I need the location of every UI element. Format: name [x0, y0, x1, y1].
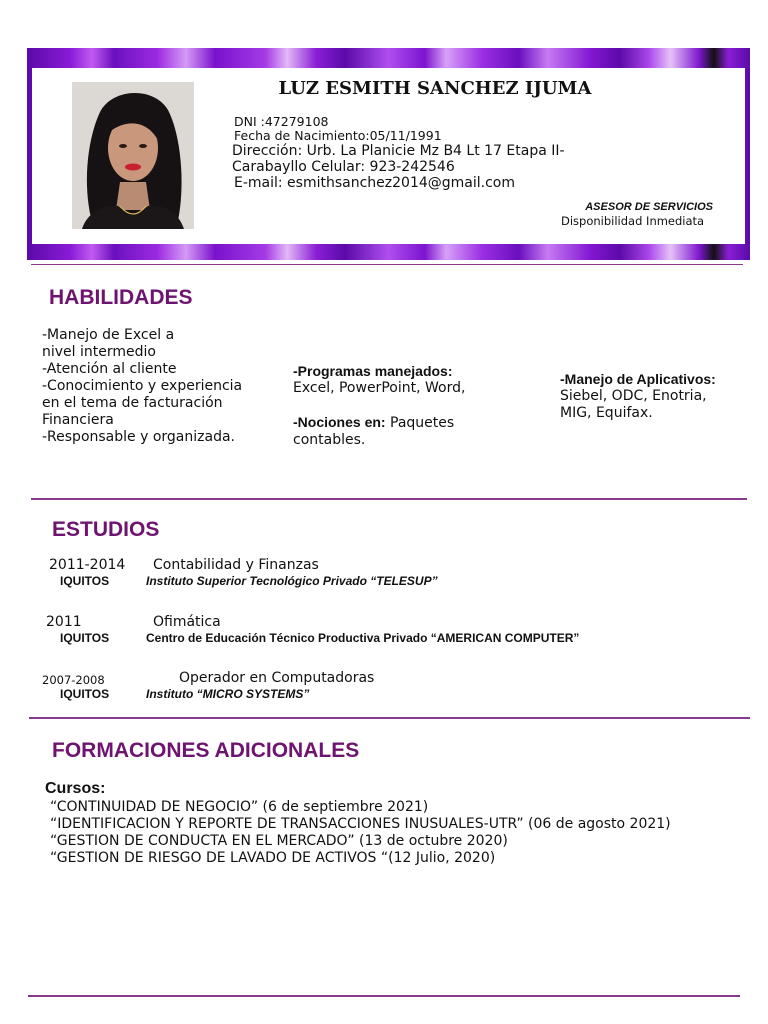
study-years: 2011: [46, 614, 82, 630]
section-title-estudios: ESTUDIOS: [52, 518, 160, 541]
course-item: “GESTION DE RIESGO DE LAVADO DE ACTIVOS “(12 Julio, 2020): [50, 850, 496, 866]
study-years: 2011-2014: [49, 557, 126, 573]
candidate-name: LUZ ESMITH SANCHEZ IJUMA: [278, 78, 592, 99]
skill-line: en el tema de facturación: [42, 395, 223, 411]
course-item: “GESTION DE CONDUCTA EN EL MERCADO” (13 de octubre 2020): [50, 833, 508, 849]
courses-list: [50, 799, 671, 867]
skills-list: [42, 327, 242, 446]
skill-line: -Manejo de Excel a: [42, 327, 175, 343]
job-role: ASESOR DE SERVICIOS: [585, 201, 713, 213]
course-item: “CONTINUIDAD DE NEGOCIO” (6 de septiembre 2021): [50, 799, 429, 815]
study-course: Operador en Computadoras: [179, 670, 375, 686]
study-city: IQUITOS: [60, 687, 110, 701]
skill-line: -Responsable y organizada.: [42, 429, 235, 445]
apps-value-2: MIG, Equifax.: [560, 405, 653, 421]
study-course: Contabilidad y Finanzas: [153, 557, 319, 573]
nociones-label: -Nociones en:: [293, 414, 386, 430]
study-city: IQUITOS: [60, 574, 110, 588]
course-item: “IDENTIFICACION Y REPORTE DE TRANSACCIONES INUSUALES-UTR” (06 de agosto 2021): [50, 816, 671, 832]
study-institution: Centro de Educación Técnico Productiva Privado “AMERICAN COMPUTER”: [146, 631, 580, 645]
programs-label: -Programas manejados:: [293, 363, 453, 379]
divider: [29, 717, 750, 719]
dni-text: DNI :47279108: [234, 114, 329, 129]
programs-block: [293, 363, 465, 449]
divider: [31, 498, 747, 500]
study-city: IQUITOS: [60, 631, 110, 645]
address-line-2: Carabayllo Celular: 923-242546: [232, 159, 455, 175]
apps-block: [560, 371, 716, 422]
section-title-habilidades: HABILIDADES: [49, 286, 193, 309]
study-institution: Instituto Superior Tecnológico Privado “TELESUP”: [146, 574, 438, 588]
address-line-1: Dirección: Urb. La Planicie Mz B4 Lt 17 Etapa II-: [232, 143, 565, 159]
birth-date: Fecha de Nacimiento:05/11/1991: [234, 128, 442, 143]
nociones-value: Paquetes: [390, 415, 455, 431]
skill-line: -Atención al cliente: [42, 361, 177, 377]
skill-line: Financiera: [42, 412, 114, 428]
programs-value: Excel, PowerPoint, Word,: [293, 380, 466, 396]
skill-line: nivel intermedio: [42, 344, 156, 360]
divider: [28, 995, 740, 997]
courses-label: Cursos:: [45, 780, 106, 797]
profile-photo: [72, 82, 194, 229]
availability: Disponibilidad Inmediata: [561, 214, 705, 228]
email-text: E-mail: esmithsanchez2014@gmail.com: [234, 175, 515, 191]
apps-value-1: Siebel, ODC, Enotria,: [560, 388, 707, 404]
study-course: Ofimática: [153, 614, 221, 630]
apps-label: -Manejo de Aplicativos:: [560, 371, 716, 387]
section-title-formaciones: FORMACIONES ADICIONALES: [52, 739, 360, 762]
study-years: 2007-2008: [42, 673, 105, 687]
divider: [31, 264, 743, 265]
study-institution: Instituto “MICRO SYSTEMS”: [146, 687, 310, 701]
skill-line: -Conocimiento y experiencia: [42, 378, 243, 394]
nociones-value-2: contables.: [293, 432, 366, 448]
